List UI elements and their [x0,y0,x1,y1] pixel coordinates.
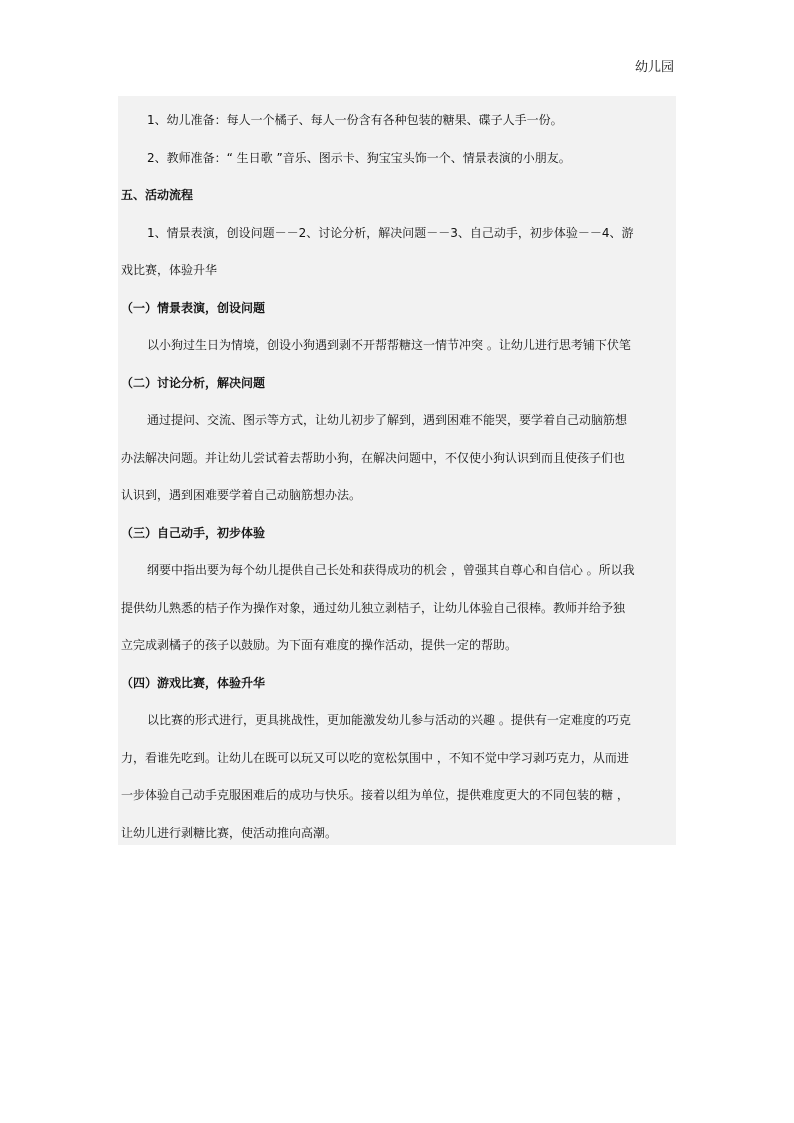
subsection-1-text-line-1: 以小狗过生日为情境，创设小狗遇到剥不开帮帮糖这一情节冲突 。让幼儿进行思考铺下伏笔 [147,338,631,352]
subsection-4-text-line-1: 以比赛的形式进行，更具挑战性，更加能激发幼儿参与活动的兴趣 。提供有一定难度的巧克 [147,713,631,727]
subsection-4-text-line-4: 让幼儿进行剥糖比赛，使活动推向高潮。 [121,825,338,840]
subsection-3-text-line-1: 纲要中指出要为每个幼儿提供自己长处和获得成功的机会 ，曾强其自尊心和自信心 。所以我 [147,563,635,577]
subsection-4-title: （四）游戏比赛，体验升华 [121,675,266,690]
subsection-3-title: （三）自己动手，初步体验 [121,525,266,540]
subsection-2-title: （二）讨论分析，解决问题 [121,375,266,390]
document-body [118,96,676,845]
prep-teacher-text: 2、教师准备：“ 生日歌 ”音乐、图示卡、狗宝宝头饰一个、情景表演的小朋友。 [147,150,571,165]
subsection-3-text-line-3: 立完成剥橘子的孩子以鼓励。为下面有难度的操作活动，提供一定的帮助。 [121,638,518,652]
prep-children-text: 1、幼儿准备：每人一个橘子、每人一份含有各种包装的糖果、碟子人手一份。 [147,113,563,127]
flow-text-line-1: 1、情景表演，创设问题－－2、讨论分析，解决问题－－3、自己动手，初步体验－－4、游 [147,225,634,240]
subsection-2-text-line-3: 认识到，遇到困难要学着自己动脑筋想办法。 [121,488,362,502]
subsection-3-text-line-2: 提供幼儿熟悉的桔子作为操作对象，通过幼儿独立剥桔子，让幼儿体验自己很棒。教师并给予独 [121,600,626,615]
subsection-4-text-line-3: 一步体验自己动手克服困难后的成功与快乐。接着以组为单位，提供难度更大的不同包装的糖 ， [121,788,629,802]
subsection-2-text-line-1: 通过提问、交流、图示等方式，让幼儿初步了解到，遇到困难不能哭，要学着自己动脑筋想 [147,413,628,427]
subsection-4-text-line-2: 力，看谁先吃到。让幼儿在既可以玩又可以吃的宽松氛围中 ，不知不觉中学习剥巧克力，从而进 [121,750,629,765]
flow-text-line-2: 戏比赛，体验升华 [121,263,218,277]
section-title: 五、活动流程 [121,188,194,202]
page-header-label: 幼儿园 [634,60,674,75]
subsection-1-title: （一）情景表演，创设问题 [121,300,266,315]
subsection-2-text-line-2: 办法解决问题。并让幼儿尝试着去帮助小狗，在解决问题中，不仅使小狗认识到而且使孩子们也 [121,450,626,465]
